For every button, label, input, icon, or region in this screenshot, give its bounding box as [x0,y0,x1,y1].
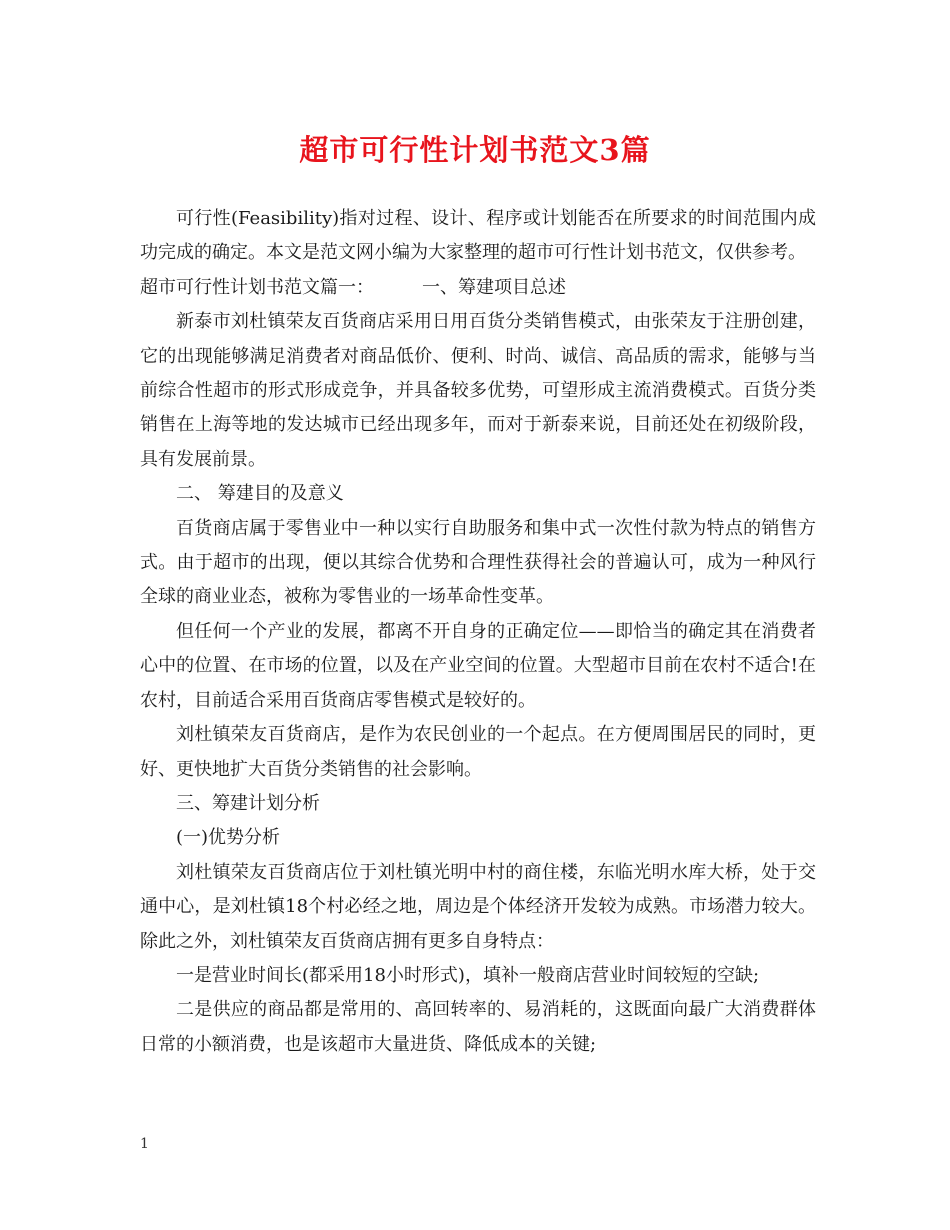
intro-paragraph: 可行性(Feasibility)指对过程、设计、程序或计划能否在所要求的时间范围内成功完成的确定。本文是范文网小编为大家整理的超市可行性计划书范文，仅供参考。 [140,208,816,264]
page-number: 1 [140,1136,149,1152]
heading-3-sub: (一)优势分析 [176,827,281,849]
paragraph-6: 一是营业时间长(都采用18小时形式)，填补一般商店营业时间较短的空缺; [176,964,760,986]
paragraph-4: 刘杜镇荣友百货商店，是作为农民创业的一个起点。在方便周围居民的同时，更好、更快地扩大百货分类销售的社会影响。 [140,724,816,780]
section-subheading: 一、筹建项目总述 [422,276,566,298]
section-heading [140,271,816,305]
heading-3: 三、筹建计划分析 [176,792,320,814]
document-title: 超市可行性计划书范文3篇 [299,133,651,167]
paragraph-2: 百货商店属于零售业中一种以实行自助服务和集中式一次性付款为特点的销售方式。由于超市的出现，便以其综合优势和合理性获得社会的普遍认可，成为一种风行全球的商业业态，被称为零售业的一场革命性变革。 [140,517,816,608]
document-body [140,202,816,1062]
paragraph-7: 二是供应的商品都是常用的、高回转率的、易消耗的，这既面向最广大消费群体日常的小额消费，也是该超市大量进货、降低成本的关键; [140,999,816,1055]
paragraph-3: 但任何一个产业的发展，都离不开自身的正确定位——即恰当的确定其在消费者心中的位置、在市场的位置，以及在产业空间的位置。大型超市目前在农村不适合!在农村，目前适合采用百货商店零售模式是较好的。 [140,620,816,711]
section-heading-label: 超市可行性计划书范文篇一： [140,276,374,298]
heading-2: 二、 筹建目的及意义 [176,483,344,505]
paragraph-1: 新泰市刘杜镇荣友百货商店采用日用百货分类销售模式，由张荣友于注册创建，它的出现能够满足消费者对商品低价、便利、时尚、诚信、高品质的需求，能够与当前综合性超市的形式形成竞争，并具备较多优势，可望形成主流消费模式。百货分类销售在上海等地的发达城市已经出现多年，而对于新泰来说，目前还处在初级阶段，具有发展前景。 [140,311,816,470]
paragraph-5: 刘杜镇荣友百货商店位于刘杜镇光明中村的商住楼，东临光明水库大桥，处于交通中心，是刘杜镇18个村必经之地，周边是个体经济开发较为成熟。市场潜力较大。除此之外，刘杜镇荣友百货商店拥有更多自身特点： [140,861,816,952]
